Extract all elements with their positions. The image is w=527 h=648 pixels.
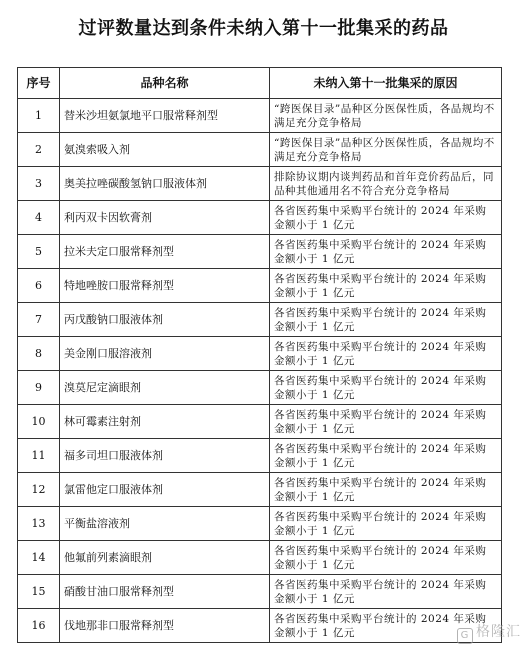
row-drug-name: 氨溴索吸入剂 (60, 133, 270, 167)
row-serial: 11 (18, 439, 60, 473)
row-reason: 各省医药集中采购平台统计的 2024 年采购金额小于 1 亿元 (270, 541, 502, 575)
drug-table (17, 67, 502, 643)
row-drug-name: 美金刚口服溶液剂 (60, 337, 270, 371)
row-reason: 各省医药集中采购平台统计的 2024 年采购金额小于 1 亿元 (270, 371, 502, 405)
row-reason: 各省医药集中采购平台统计的 2024 年采购金额小于 1 亿元 (270, 303, 502, 337)
table-row (18, 473, 502, 507)
header-serial: 序号 (18, 68, 60, 99)
table-row (18, 609, 502, 643)
row-serial: 1 (18, 99, 60, 133)
row-serial: 8 (18, 337, 60, 371)
row-reason: 各省医药集中采购平台统计的 2024 年采购金额小于 1 亿元 (270, 575, 502, 609)
table-row (18, 303, 502, 337)
row-reason: “跨医保目录”品种区分医保性质，各品规均不满足充分竞争格局 (270, 99, 502, 133)
row-serial: 2 (18, 133, 60, 167)
row-serial: 16 (18, 609, 60, 643)
row-drug-name: 林可霉素注射剂 (60, 405, 270, 439)
row-serial: 13 (18, 507, 60, 541)
row-reason: 各省医药集中采购平台统计的 2024 年采购金额小于 1 亿元 (270, 337, 502, 371)
row-serial: 12 (18, 473, 60, 507)
row-drug-name: 溴莫尼定滴眼剂 (60, 371, 270, 405)
table-row (18, 167, 502, 201)
table-row (18, 133, 502, 167)
row-drug-name: 他氟前列素滴眼剂 (60, 541, 270, 575)
row-reason: 各省医药集中采购平台统计的 2024 年采购金额小于 1 亿元 (270, 235, 502, 269)
watermark (457, 621, 521, 644)
row-drug-name: 拉米夫定口服常释剂型 (60, 235, 270, 269)
row-serial: 10 (18, 405, 60, 439)
table-row (18, 575, 502, 609)
watermark-text: 格隆汇 (476, 624, 521, 640)
table-header-row (18, 68, 502, 99)
table-row (18, 235, 502, 269)
row-reason: 各省医药集中采购平台统计的 2024 年采购金额小于 1 亿元 (270, 269, 502, 303)
row-reason: 各省医药集中采购平台统计的 2024 年采购金额小于 1 亿元 (270, 473, 502, 507)
row-drug-name: 氯雷他定口服液体剂 (60, 473, 270, 507)
table-row (18, 99, 502, 133)
row-reason: 各省医药集中采购平台统计的 2024 年采购金额小于 1 亿元 (270, 507, 502, 541)
row-drug-name: 利丙双卡因软膏剂 (60, 201, 270, 235)
row-drug-name: 伐地那非口服常释剂型 (60, 609, 270, 643)
table-row (18, 371, 502, 405)
row-reason: 各省医药集中采购平台统计的 2024 年采购金额小于 1 亿元 (270, 201, 502, 235)
row-reason: “跨医保目录”品种区分医保性质，各品规均不满足充分竞争格局 (270, 133, 502, 167)
row-drug-name: 特地唑胺口服常释剂型 (60, 269, 270, 303)
row-serial: 6 (18, 269, 60, 303)
row-reason: 各省医药集中采购平台统计的 2024 年采购金额小于 1 亿元 (270, 439, 502, 473)
row-drug-name: 替米沙坦氨氯地平口服常释剂型 (60, 99, 270, 133)
table-row (18, 269, 502, 303)
row-reason: 排除协议期内谈判药品和首年竞价药品后，同品种其他通用名不符合充分竞争格局 (270, 167, 502, 201)
row-serial: 3 (18, 167, 60, 201)
row-drug-name: 丙戊酸钠口服液体剂 (60, 303, 270, 337)
row-drug-name: 平衡盐溶液剂 (60, 507, 270, 541)
row-reason: 各省医药集中采购平台统计的 2024 年采购金额小于 1 亿元 (270, 405, 502, 439)
row-serial: 5 (18, 235, 60, 269)
table-row (18, 201, 502, 235)
row-serial: 14 (18, 541, 60, 575)
row-drug-name: 奥美拉唑碳酸氢钠口服液体剂 (60, 167, 270, 201)
table-row (18, 507, 502, 541)
header-reason: 未纳入第十一批集采的原因 (270, 68, 502, 99)
row-drug-name: 硝酸甘油口服常释剂型 (60, 575, 270, 609)
row-serial: 4 (18, 201, 60, 235)
document-title: 过评数量达到条件未纳入第十一批集采的药品 (78, 18, 449, 39)
row-reason: 各省医药集中采购平台统计的 2024 年采购金额小于 1 亿元 (270, 609, 502, 643)
table-row (18, 405, 502, 439)
row-serial: 15 (18, 575, 60, 609)
row-serial: 9 (18, 371, 60, 405)
table-row (18, 541, 502, 575)
header-drug-name: 品种名称 (60, 68, 270, 99)
row-serial: 7 (18, 303, 60, 337)
table-row (18, 337, 502, 371)
g-logo-icon: G (457, 628, 473, 644)
row-drug-name: 福多司坦口服液体剂 (60, 439, 270, 473)
table-row (18, 439, 502, 473)
